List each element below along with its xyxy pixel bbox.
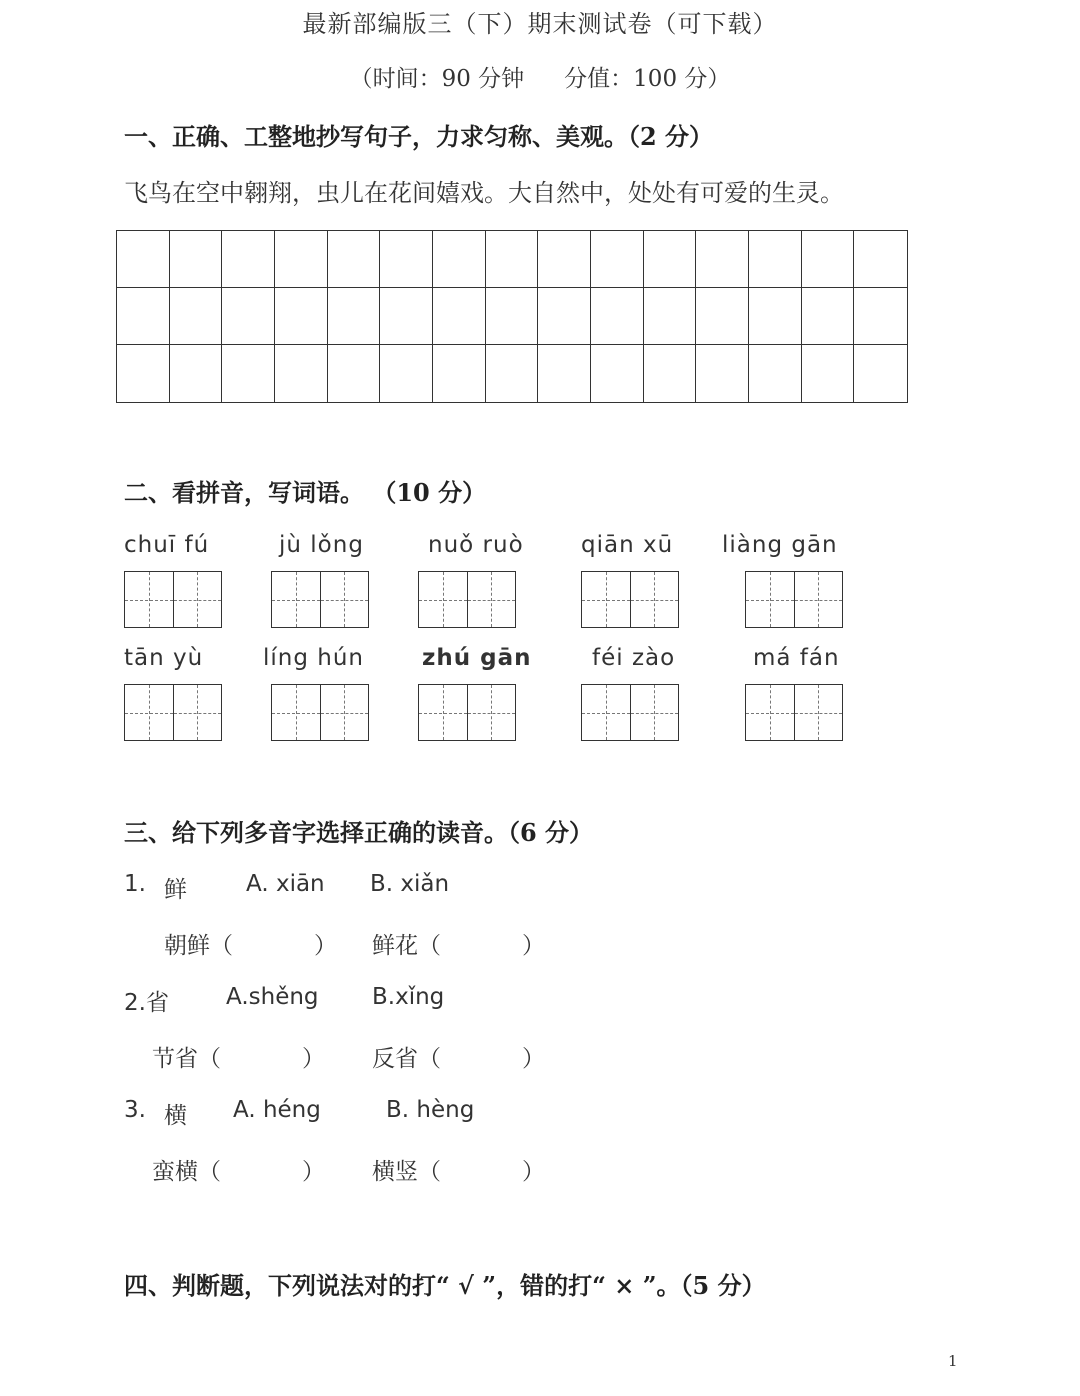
- writing-grid[interactable]: [116, 230, 908, 403]
- grid-cell[interactable]: [275, 288, 328, 345]
- grid-cell[interactable]: [696, 288, 749, 345]
- grid-cell[interactable]: [644, 231, 697, 288]
- polyphone-char: 横: [164, 1103, 187, 1129]
- grid-cell[interactable]: [170, 345, 223, 402]
- pinyin-label: tān yù: [124, 645, 204, 671]
- option-b: B. hèng: [386, 1097, 475, 1123]
- tianzige-box[interactable]: [124, 571, 222, 628]
- option-a: A.shěng: [226, 984, 319, 1010]
- grid-cell[interactable]: [644, 288, 697, 345]
- grid-cell[interactable]: [328, 288, 381, 345]
- page-title: 最新部编版三（下）期末测试卷（可下载）: [302, 10, 778, 38]
- grid-cell[interactable]: [854, 288, 907, 345]
- tianzige-box[interactable]: [418, 684, 516, 741]
- grid-cell[interactable]: [591, 288, 644, 345]
- grid-cell[interactable]: [749, 231, 802, 288]
- grid-cell[interactable]: [380, 288, 433, 345]
- grid-cell[interactable]: [275, 231, 328, 288]
- tianzige-box[interactable]: [418, 571, 516, 628]
- grid-cell[interactable]: [696, 345, 749, 402]
- blank-close: ）: [302, 1159, 325, 1185]
- grid-cell[interactable]: [486, 345, 539, 402]
- pinyin-label: zhú gān: [422, 645, 532, 671]
- grid-cell[interactable]: [433, 231, 486, 288]
- word-blank: 反省（: [372, 1046, 441, 1072]
- tianzige-box[interactable]: [271, 571, 369, 628]
- pinyin-label: jù lǒng: [279, 532, 364, 558]
- grid-cell[interactable]: [538, 345, 591, 402]
- exam-info: [0, 60, 1080, 93]
- item-number: 2.省: [124, 990, 169, 1016]
- pinyin-label: má fán: [753, 645, 840, 671]
- page-number: 1: [948, 1352, 958, 1370]
- grid-cell[interactable]: [538, 231, 591, 288]
- grid-cell[interactable]: [170, 231, 223, 288]
- grid-cell[interactable]: [538, 288, 591, 345]
- grid-cell[interactable]: [433, 345, 486, 402]
- tianzige-box[interactable]: [271, 684, 369, 741]
- grid-cell[interactable]: [749, 345, 802, 402]
- tianzige-box[interactable]: [581, 684, 679, 741]
- grid-cell[interactable]: [117, 288, 170, 345]
- grid-cell[interactable]: [117, 345, 170, 402]
- word-blank: 鲜花（: [372, 933, 441, 959]
- grid-cell[interactable]: [222, 231, 275, 288]
- grid-cell[interactable]: [170, 288, 223, 345]
- copy-sentence: 飞鸟在空中翱翔，虫儿在花间嬉戏。大自然中，处处有可爱的生灵。: [124, 179, 844, 207]
- grid-cell[interactable]: [275, 345, 328, 402]
- tianzige-box[interactable]: [745, 684, 843, 741]
- word-blank: 蛮横（: [152, 1159, 221, 1185]
- grid-cell[interactable]: [749, 288, 802, 345]
- pinyin-label: chuī fú: [124, 532, 210, 558]
- blank-close: ）: [522, 1046, 545, 1072]
- option-b: B. xiǎn: [370, 871, 450, 897]
- tianzige-box[interactable]: [745, 571, 843, 628]
- exam-score: 分值：100 分）: [564, 66, 731, 92]
- grid-cell[interactable]: [486, 231, 539, 288]
- option-b: B.xǐng: [372, 984, 445, 1010]
- grid-cell[interactable]: [222, 288, 275, 345]
- tianzige-box[interactable]: [124, 684, 222, 741]
- option-a: A. héng: [233, 1097, 321, 1123]
- grid-cell[interactable]: [802, 345, 855, 402]
- grid-cell[interactable]: [380, 345, 433, 402]
- grid-cell[interactable]: [328, 231, 381, 288]
- polyphone-char: 鲜: [164, 877, 187, 903]
- tianzige-box[interactable]: [581, 571, 679, 628]
- word-blank: 节省（: [152, 1046, 221, 1072]
- grid-cell[interactable]: [328, 345, 381, 402]
- grid-cell[interactable]: [854, 231, 907, 288]
- word-blank: 横竖（: [372, 1159, 441, 1185]
- section-4-heading: 四、判断题，下列说法对的打“ √ ”，错的打“ × ”。（5 分）: [124, 1271, 766, 1300]
- item-number: 3.: [124, 1097, 146, 1123]
- blank-close: ）: [522, 1159, 545, 1185]
- grid-cell[interactable]: [433, 288, 486, 345]
- item-number: 1.: [124, 871, 146, 897]
- pinyin-label: liàng gān: [722, 532, 838, 558]
- pinyin-label: féi zào: [592, 645, 676, 671]
- option-a: A. xiān: [246, 871, 325, 897]
- grid-cell[interactable]: [696, 231, 749, 288]
- grid-cell[interactable]: [222, 345, 275, 402]
- blank-close: ）: [522, 933, 545, 959]
- word-blank: 朝鲜（: [164, 933, 233, 959]
- section-2-heading: 二、看拼音，写词语。 （10 分）: [124, 478, 487, 507]
- grid-cell[interactable]: [802, 231, 855, 288]
- grid-cell[interactable]: [486, 288, 539, 345]
- grid-cell[interactable]: [644, 345, 697, 402]
- pinyin-label: nuǒ ruò: [428, 532, 524, 558]
- pinyin-label: qiān xū: [581, 532, 674, 558]
- blank-close: ）: [314, 933, 337, 959]
- exam-time: （时间：90 分钟: [349, 66, 525, 92]
- grid-cell[interactable]: [802, 288, 855, 345]
- blank-close: ）: [302, 1046, 325, 1072]
- grid-cell[interactable]: [591, 345, 644, 402]
- section-1-heading: 一、正确、工整地抄写句子，力求匀称、美观。（2 分）: [124, 122, 714, 151]
- grid-cell[interactable]: [854, 345, 907, 402]
- grid-cell[interactable]: [591, 231, 644, 288]
- section-3-heading: 三、给下列多音字选择正确的读音。（6 分）: [124, 818, 594, 847]
- pinyin-label: líng hún: [263, 645, 364, 671]
- grid-cell[interactable]: [117, 231, 170, 288]
- grid-cell[interactable]: [380, 231, 433, 288]
